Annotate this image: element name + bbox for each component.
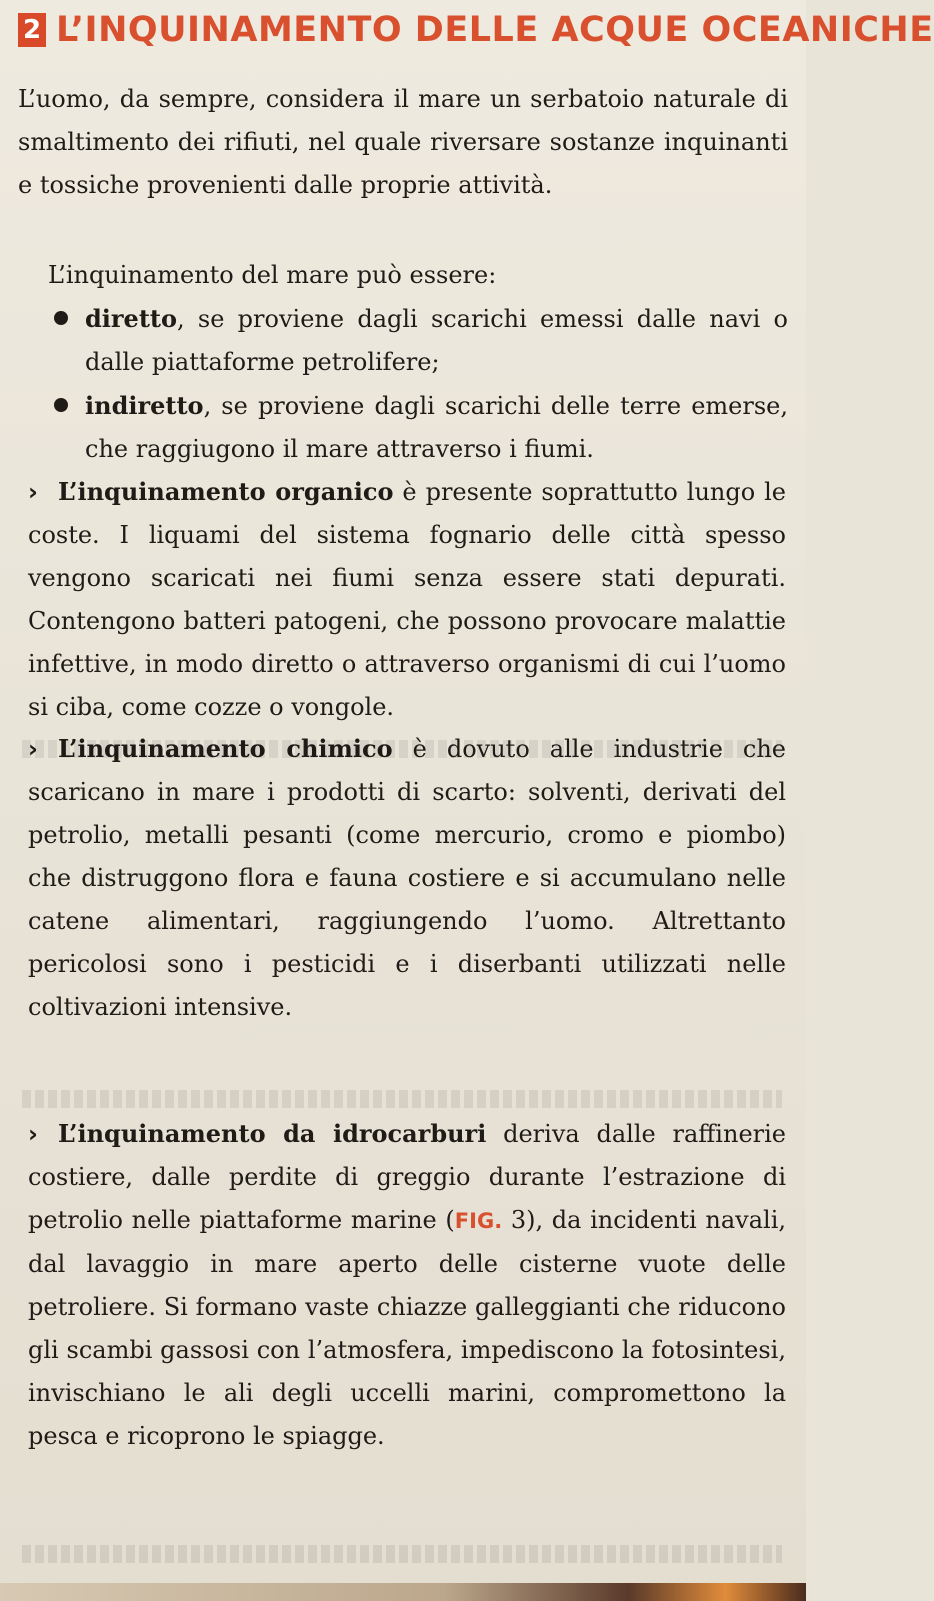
show-through-text <box>22 1545 782 1563</box>
pollution-type-list <box>48 297 788 471</box>
bullet-dot-icon <box>54 311 68 325</box>
section-text: deriva dalle raffinerie costiere, dalle perdite di greggio durante l’estrazione di petrolio nelle piattaforme marine ( <box>28 1120 786 1234</box>
chevron-right-icon: › <box>28 735 38 763</box>
section-title: L’INQUINAMENTO DELLE ACQUE OCEANICHE <box>56 10 934 50</box>
bullet-text: , se proviene dagli scarichi delle terre emerse, che raggiugono il mare attraverso i fiumi. <box>85 392 788 463</box>
figure-reference: FIG. <box>454 1209 503 1233</box>
list-item-diretto <box>48 297 788 384</box>
section-heading <box>18 10 934 50</box>
lead-sentence: L’inquinamento del mare può essere: <box>48 261 497 289</box>
bullet-term: diretto <box>85 304 177 333</box>
chevron-right-icon: › <box>28 1120 38 1148</box>
list-item-indiretto <box>48 384 788 471</box>
section-term: L’inquinamento organico <box>58 477 394 506</box>
section-text: è presente soprattutto lungo le coste. I liquami del sistema fognario delle città spesso vengono scaricati nei fiumi senza essere stati depurati. Contengono batteri patogeni, che possono provocare malattie infettive, in modo diretto o attraverso organismi di cui l’uomo si ciba, come cozze o vongole. <box>28 478 787 721</box>
section-number-badge: 2 <box>18 13 46 47</box>
paragraph-hydrocarbon-pollution <box>28 1112 786 1458</box>
intro-paragraph: L’uomo, da sempre, considera il mare un serbatoio naturale di smaltimento dei rifiuti, nel quale riversare sostanze inquinanti e tossiche provenienti dalle proprie attività. <box>18 85 788 199</box>
section-text: è dovuto alle industrie che scaricano in mare i prodotti di scarto: solventi, derivati del petrolio, metalli pesanti (come mercurio, cromo e piombo) che distruggono flora e fauna costiere e si accumulano nelle catene alimentari, raggiungendo l’uomo. Altrettanto pericolosi sono i pesticidi e i diserbanti utilizzati nelle coltivazioni intensive. <box>28 735 787 1021</box>
page-bottom-image-strip <box>0 1583 806 1601</box>
chevron-right-icon: › <box>28 478 38 506</box>
section-term: L’inquinamento chimico <box>58 734 393 763</box>
bullet-text: , se proviene dagli scarichi emessi dalle navi o dalle piattaforme petrolifere; <box>85 305 788 376</box>
section-text: 3), da incidenti navali, dal lavaggio in mare aperto delle cisterne vuote delle petroliere. Si formano vaste chiazze galleggianti che riducono gli scambi gassosi con l’atmosfera, impediscono la fotosintesi, invischiano le ali degli uccelli marini, compromettono la pesca e ricoprono le spiagge. <box>28 1206 786 1450</box>
show-through-text <box>22 740 782 758</box>
bullet-dot-icon <box>54 398 68 412</box>
bullet-term: indiretto <box>85 391 204 420</box>
show-through-text <box>22 1090 782 1108</box>
paragraph-chemical-pollution <box>28 727 786 1029</box>
paragraph-organic-pollution <box>28 470 786 729</box>
section-term: L’inquinamento da idrocarburi <box>58 1119 487 1148</box>
